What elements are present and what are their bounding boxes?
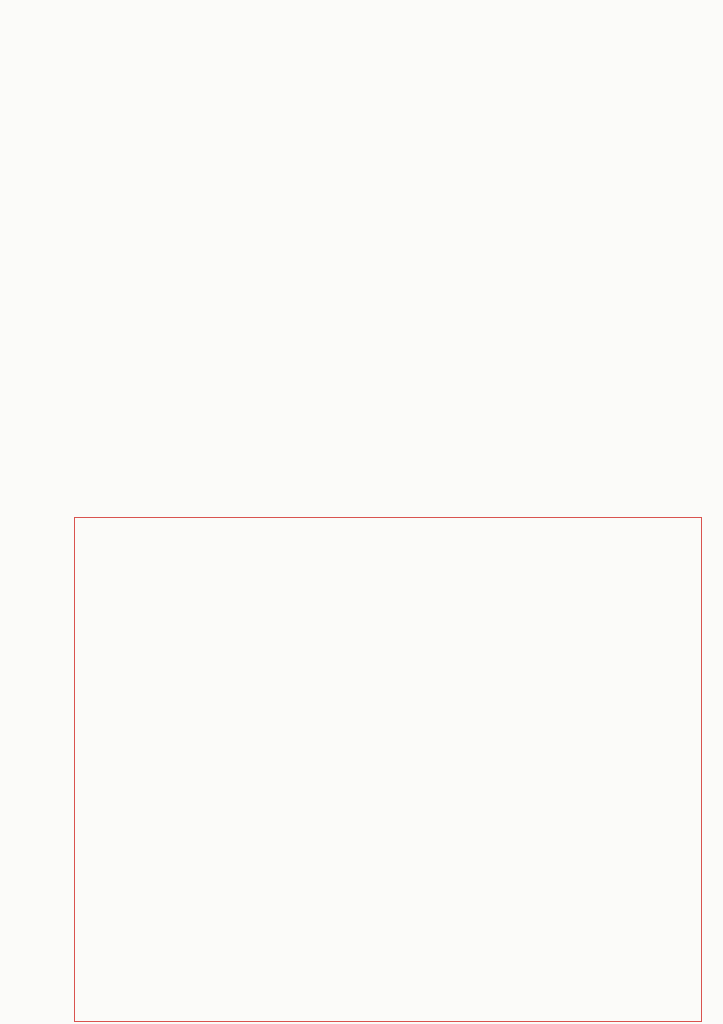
highlight-box [74,517,702,1022]
